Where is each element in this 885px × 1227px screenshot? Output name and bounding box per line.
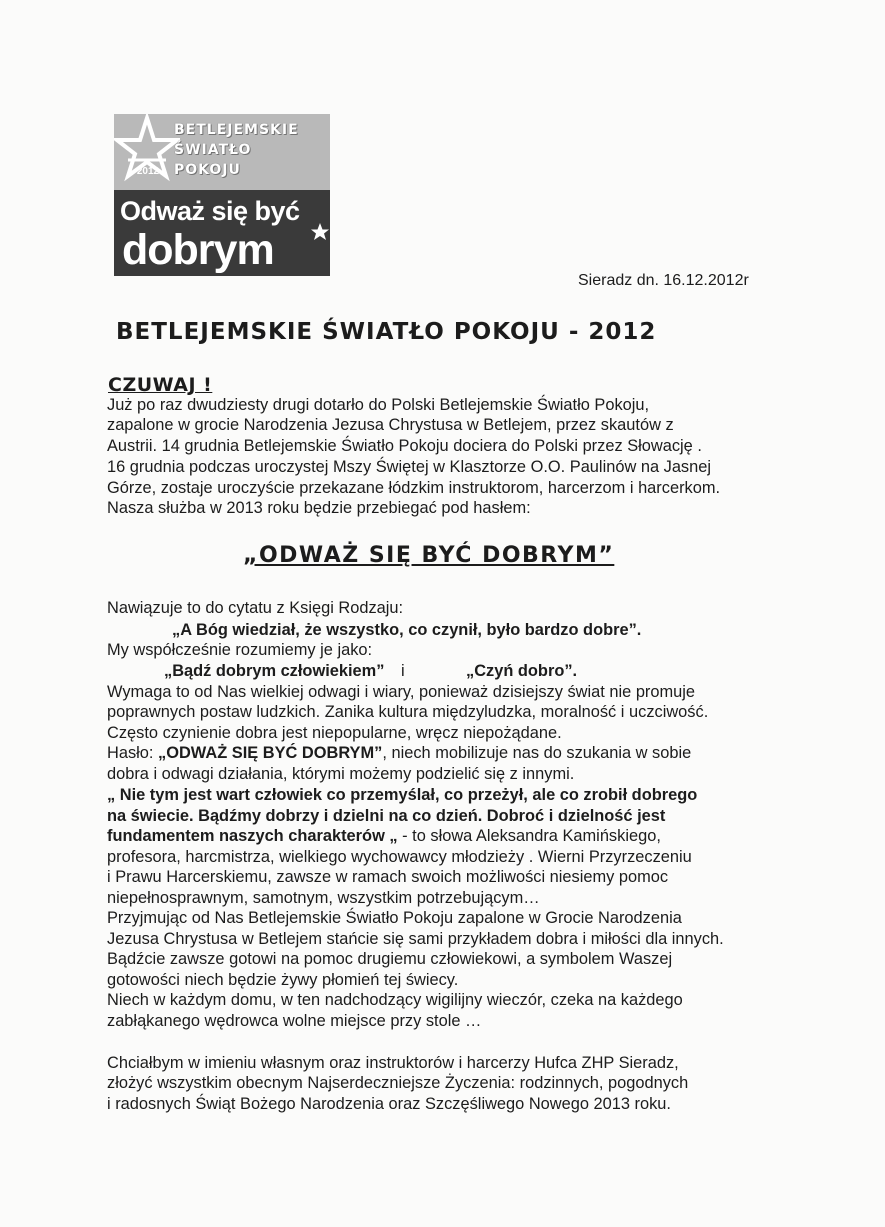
wishes-line: i radosnych Świąt Bożego Narodzenia oraz Szczęśliwego Nowego 2013 roku. [107, 1095, 671, 1113]
kaminski-quote-line: na świecie. Bądźmy dobrzy i dzielni na co dzień. Dobroć i dzielność jest [107, 807, 666, 825]
page-title: BETLEJEMSKIE ŚWIATŁO POKOJU - 2012 [116, 319, 657, 345]
motto-paragraph-line [107, 743, 691, 763]
greeting-heading: CZUWAJ ! [108, 374, 213, 396]
slogan-do-good: „Czyń dobro”. [466, 662, 578, 680]
genesis-quote: „A Bóg wiedział, że wszystko, co czynił, było bardzo dobre”. [172, 621, 642, 639]
intro-line: 16 grudnia podczas uroczystej Mszy Świętej w Klasztorze O.O. Paulinów na Jasnej [107, 458, 711, 476]
motto-paragraph-line: dobra i odwagi działania, którymi możemy podzielić się z innymi. [107, 765, 575, 783]
wishes-line: złożyć wszystkim obecnym Najserdeczniejsze Życzenia: rodzinnych, pogodnych [107, 1074, 689, 1092]
logo-slogan-line1: Odważ się być [120, 196, 300, 226]
kaminski-quote-line [107, 826, 661, 846]
motto-prefix: Hasło: [107, 744, 159, 762]
closing-line: Jezusa Chrystusa w Betlejem stańcie się sami przykładem dobra i miłości dla innych. [107, 930, 724, 948]
body-line: Często czynienie dobra jest niepopularne, wręcz niepożądane. [107, 724, 562, 742]
wishes-line: Chciałbym w imieniu własnym oraz instruktorów i harcerzy Hufca ZHP Sieradz, [107, 1054, 679, 1072]
slogan-separator: i [401, 662, 405, 680]
motto-inline-bold: „ODWAŻ SIĘ BYĆ DOBRYM” [158, 744, 383, 762]
body-line: poprawnych postaw ludzkich. Zanika kultura międzyludzka, moralność i uczciwość. [107, 703, 709, 721]
interpretation-line: My współcześnie rozumiemy je jako: [107, 641, 373, 659]
intro-line: Austrii. 14 grudnia Betlejemskie Światło Pokoju dociera do Polski przez Słowację . [107, 437, 702, 455]
intro-line: Już po raz dwudziesty drugi dotarło do Polski Betlejemskie Światło Pokoju, [107, 396, 650, 414]
closing-line: niepełnosprawnym, samotnym, wszystkim potrzebującym… [107, 889, 540, 907]
closing-line: profesora, harcmistrza, wielkiego wychowawcy młodzieży . Wierni Przyrzeczeniu [107, 848, 692, 866]
reference-line: Nawiązuje to do cytatu z Księgi Rodzaju: [107, 599, 404, 617]
logo-year: 2012 [136, 166, 160, 177]
logo-slogan-line2: dobrym [122, 226, 274, 274]
kaminski-attribution: - to słowa Aleksandra Kamińskiego, [397, 827, 661, 845]
closing-line: i Prawu Harcerskiemu, zawsze w ramach swoich możliwości niesiemy pomoc [107, 868, 669, 886]
closing-line: Bądźcie zawsze gotowi na pomoc drugiemu człowiekowi, a symbolem Waszej [107, 950, 673, 968]
body-line: Wymaga to od Nas wielkiej odwagi i wiary, ponieważ dzisiejszy świat nie promuje [107, 683, 696, 701]
slogan-be-good: „Bądź dobrym człowiekiem” [164, 662, 385, 680]
letter-date: Sieradz dn. 16.12.2012r [578, 272, 749, 289]
motto-suffix: , niech mobilizuje nas do szukania w sobie [382, 744, 692, 762]
kaminski-quote-line: „ Nie tym jest wart człowiek co przemyślał, co przeżył, ale co zrobił dobrego [107, 786, 698, 804]
logo-name-line: ŚWIATŁO [174, 142, 252, 158]
logo-name-line: BETLEJEMSKIE [174, 122, 299, 138]
kaminski-quote-end: fundamentem naszych charakterów „ [107, 827, 398, 845]
closing-line: gotowości niech będzie żywy płomień tej świecy. [107, 971, 459, 989]
closing-line: Przyjmując od Nas Betlejemskie Światło Pokoju zapalone w Grocie Narodzenia [107, 909, 682, 927]
intro-line: Górze, zostaje uroczyście przekazane łódzkim instruktorom, harcerzom i harcerkom. [107, 479, 721, 497]
logo-name-line: POKOJU [174, 162, 241, 178]
closing-line: zabłąkanego wędrowca wolne miejsce przy stole … [107, 1012, 482, 1030]
closing-line: Niech w każdym domu, w ten nadchodzący wigilijny wieczór, czeka na każdego [107, 991, 683, 1009]
star-icon [114, 114, 180, 190]
motto-heading: „ODWAŻ SIĘ BYĆ DOBRYM” [243, 543, 615, 568]
intro-line: zapalone w grocie Narodzenia Jezusa Chrystusa w Betlejem, przez skautów z [107, 416, 674, 434]
event-logo [114, 114, 330, 276]
small-star-icon [310, 222, 330, 242]
intro-line: Nasza służba w 2013 roku będzie przebiegać pod hasłem: [107, 499, 531, 517]
